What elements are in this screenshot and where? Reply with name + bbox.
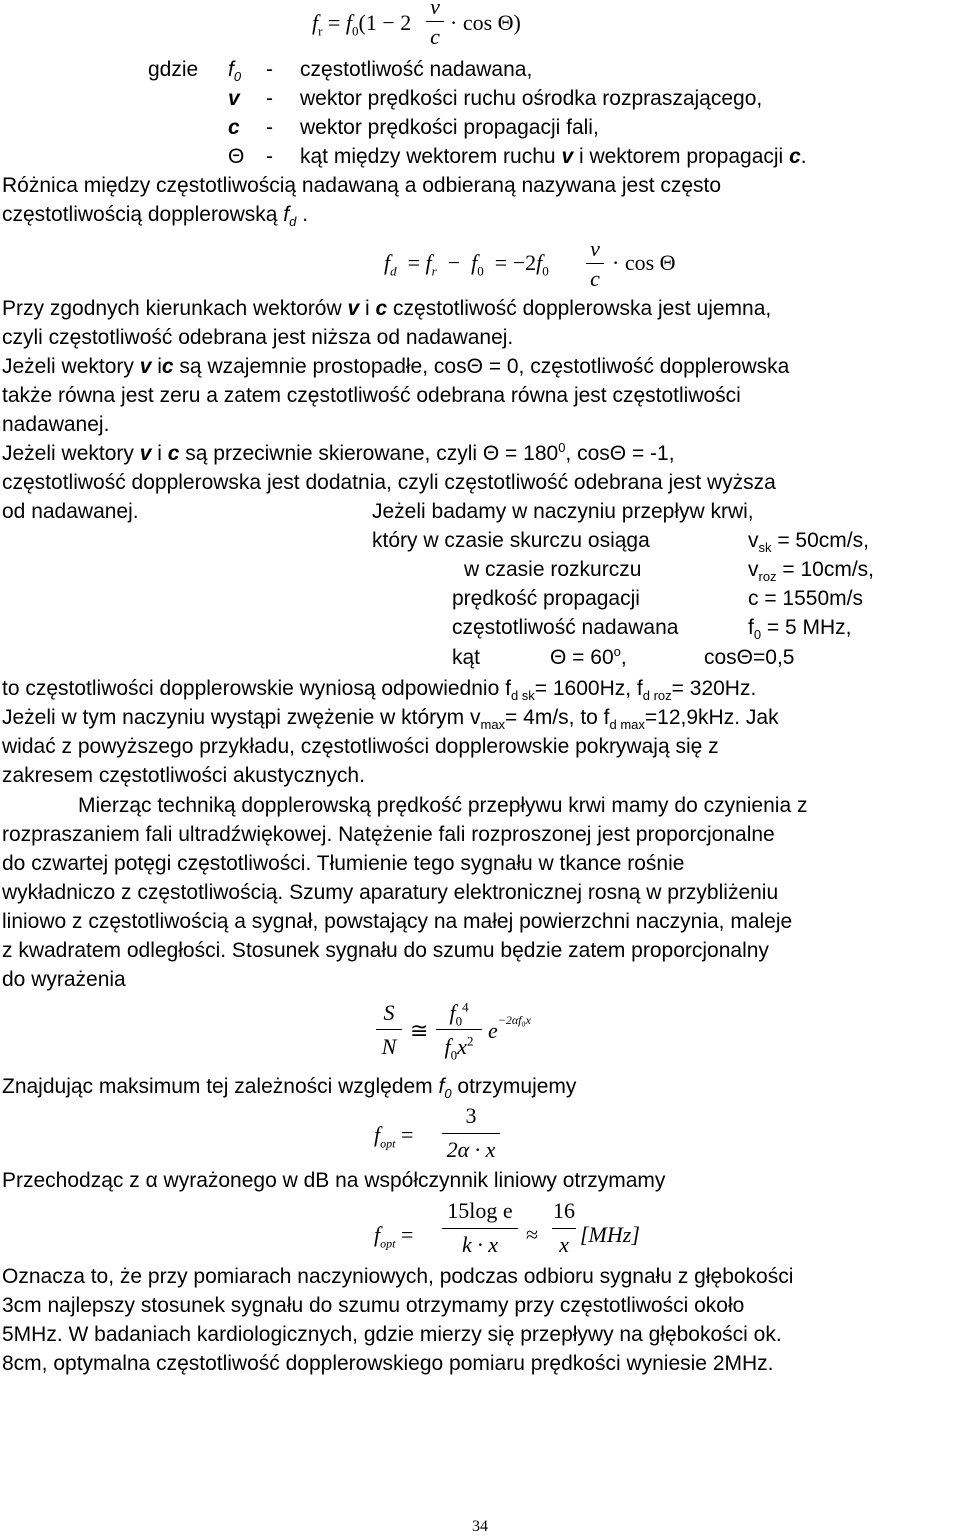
def-dash: - <box>266 87 273 110</box>
paragraph-line: także równa jest zeru a zatem częstotliwość odebrana równa jest częstotliwości <box>2 384 741 407</box>
def-symbol-f0: $f_0$ <box>228 58 242 85</box>
paragraph-line: Jeżeli w tym naczyniu wystąpi zwężenie w którym $v_{max}= 4m/s$, to $f_{d max}=12,9kHz$. Jak <box>2 706 779 733</box>
paragraph-line: to częstotliwości dopplerowskie wyniosą odpowiednio $f_{d sk}= 1600Hz$, $f_{d roz}= 320Hz$. <box>2 677 757 704</box>
def-symbol-theta: Θ <box>228 145 245 168</box>
example-label: częstotliwość nadawana <box>452 616 679 639</box>
paragraph-line: częstotliwość dopplerowska jest dodatnia, czyli częstotliwość odebrana jest wyższa <box>2 471 776 494</box>
paragraph-line: z kwadratem odległości. Stosunek sygnału do szumu będzie zatem proporcjonalny <box>2 939 769 962</box>
paragraph-line: Jeżeli wektory v i c są przeciwnie skierowane, czyli $\Theta = 180^0$, cosΘ = -1, <box>2 440 675 465</box>
paragraph-line: zakresem częstotliwości akustycznych. <box>2 764 365 787</box>
paragraph-line: liniowo z częstotliwością a sygnał, powstający na małej powierzchni naczynia, maleje <box>2 910 793 933</box>
paragraph-line: 3cm najlepszy stosunek sygnału do szumu otrzymamy przy częstotliwości około <box>2 1294 745 1317</box>
def-text-f0: częstotliwość nadawana, <box>300 58 533 81</box>
example-value: $v_{roz} = 10cm/s$, <box>748 558 875 585</box>
paragraph-line: Jeżeli wektory v ic są wzajemnie prostopadłe, cosΘ = 0, częstotliwość dopplerowska <box>2 355 790 378</box>
eq5-unit: [MHz] <box>580 1222 640 1247</box>
paragraph-line: czyli częstotliwość odebrana jest niższa od nadawanej. <box>2 326 514 349</box>
paragraph-line: nadawanej. <box>2 413 110 436</box>
equation-doppler-fr: $f_r = f_0(1 - 2$ <box>312 10 412 39</box>
paragraph-line: 5MHz. W badaniach kardiologicznych, gdzie mierzy się przepływy na głębokości ok. <box>2 1323 782 1346</box>
example-value: $f_0 = 5$ MHz, <box>748 616 852 643</box>
example-value: $\Theta = 60^o$, <box>550 644 627 669</box>
paragraph-line: do wyrażenia <box>2 968 126 991</box>
def-dash: - <box>266 58 273 81</box>
def-dash: - <box>266 145 273 168</box>
eq5-approx: ≈ <box>526 1222 539 1247</box>
example-label: który w czasie skurczu osiąga <box>372 529 650 552</box>
def-text-c: wektor prędkości propagacji fali, <box>300 116 599 139</box>
paragraph-line: 8cm, optymalna częstotliwość dopplerowskiego pomiaru prędkości wyniesie 2MHz. <box>2 1352 774 1375</box>
def-symbol-c: c <box>228 116 240 139</box>
paragraph-line: częstotliwością dopplerowską $f_d$ . <box>2 203 309 230</box>
eq5-lhs: $f_{opt}$ = <box>374 1222 414 1251</box>
def-symbol-v: v <box>228 87 240 110</box>
paragraph-line: wykładniczo z częstotliwością. Szumy aparatury elektronicznej rosną w przybliżeniu <box>2 881 779 904</box>
example-label: prędkość propagacji <box>452 587 640 610</box>
eq5-fraction-16: 16 x <box>553 1198 575 1257</box>
eq1-fraction-v-over-c: v c <box>424 0 446 50</box>
eq4-lhs: $f_{opt}$ = <box>374 1122 414 1151</box>
paragraph-line: Przy zgodnych kierunkach wektorów v i c częstotliwość dopplerowska jest ujemna, <box>2 297 772 320</box>
paragraph-line: Jeżeli badamy w naczyniu przepływ krwi, <box>372 500 754 523</box>
example-value: cosΘ=0,5 <box>704 646 795 669</box>
eq3-approx: ≅ <box>410 1018 429 1043</box>
example-label: kąt <box>452 646 481 669</box>
paragraph-line: do czwartej potęgi częstotliwości. Tłumienie tego sygnału w tkance rośnie <box>2 852 685 875</box>
equation-doppler-fd: $f_d = f_r - f_0 = -2f_0$ <box>384 250 549 279</box>
eq2-fraction-v-over-c: v c <box>584 236 606 292</box>
def-text-v: wektor prędkości ruchu ośrodka rozpraszającego, <box>300 87 763 110</box>
paragraph-line: Przechodząc z α wyrażonego w dB na współczynnik liniowy otrzymamy <box>2 1169 666 1192</box>
paragraph-line: rozpraszaniem fali ultradźwiękowej. Natężenie fali rozproszonej jest proporcjonalne <box>2 823 775 846</box>
paragraph-line: widać z powyższego przykładu, częstotliwości dopplerowskie pokrywają się z <box>2 735 719 758</box>
def-text-theta: kąt między wektorem ruchu v i wektorem propagacji c. <box>300 145 807 168</box>
paragraph-line: Mierząc techniką dopplerowską prędkość przepływu krwi mamy do czynienia z <box>78 794 808 817</box>
eq1-cos: · cos Θ) <box>450 10 521 35</box>
paragraph-line: Różnica między częstotliwością nadawaną a odbieraną nazywana jest często <box>2 174 722 197</box>
example-value: $v_{sk} = 50cm/s$, <box>748 529 869 556</box>
label-gdzie: gdzie <box>148 58 199 81</box>
eq3-exponential: $e^{-2\alpha f_0x}$ <box>488 1012 531 1043</box>
paragraph-line: Znajdując maksimum tej zależności względem $f_0$ otrzymujemy <box>2 1075 577 1102</box>
paragraph-line: od nadawanej. <box>2 500 139 523</box>
page-number: 34 <box>472 1518 488 1535</box>
paragraph-line: Oznacza to, że przy pomiarach naczyniowych, podczas odbioru sygnału z głębokości <box>2 1265 794 1288</box>
eq5-fraction-log: 15log e k · x <box>440 1198 520 1258</box>
eq3-fraction-f0: $f_0^4$ $f_0x^2$ <box>434 1000 484 1060</box>
eq2-cos: · cos Θ <box>612 250 676 275</box>
eq3-fraction-s-over-n: S N <box>374 1000 404 1060</box>
example-value: c = 1550m/s <box>748 587 863 610</box>
eq4-fraction: 3 2α · x <box>440 1103 502 1163</box>
def-dash: - <box>266 116 273 139</box>
example-label: w czasie rozkurczu <box>464 558 642 581</box>
